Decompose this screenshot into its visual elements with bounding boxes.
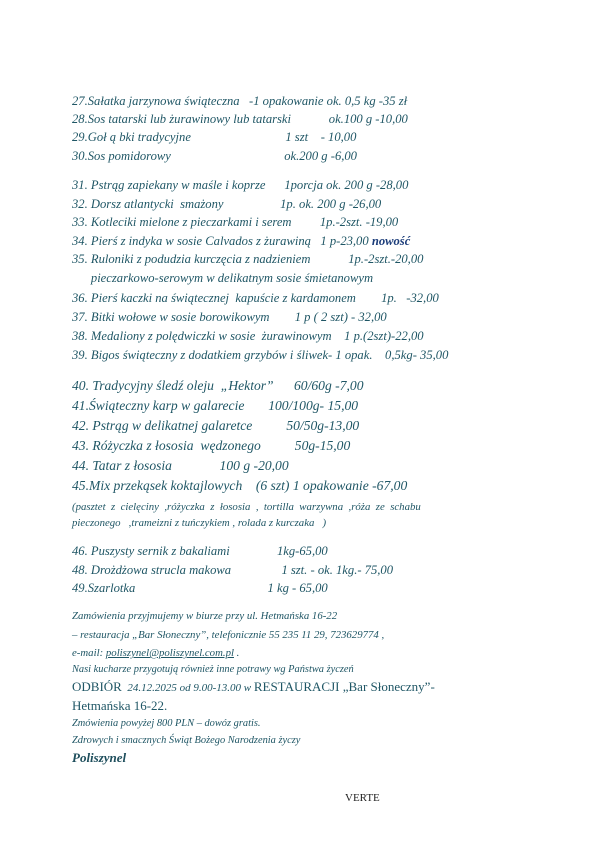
orders-info: Zamówienia przyjmujemy w biurze przy ul. Hetmańska 16-22 <box>72 610 338 622</box>
novelty-badge: nowość <box>371 234 411 248</box>
pickup-label: ODBIÓR <box>72 679 122 694</box>
menu-item-33: 33. Kotleciki mielone z pieczarkami i serem 1p.-2szt. -19,00 <box>72 215 399 229</box>
menu-item-32: 32. Dorsz atlantycki smażony 1p. ok. 200 g -26,00 <box>72 197 382 211</box>
verte-label: VERTE <box>345 792 380 804</box>
menu-item-34 <box>72 233 410 249</box>
wishes-line: Zdrowych i smacznych Świąt Bożego Narodzenia życzy <box>72 735 301 746</box>
menu-item-45-details-continued: pieczonego ,trameizni z tuńczykiem , rolada z kurczaka ) <box>72 517 327 529</box>
email-link[interactable]: poliszynel@poliszynel.com.pl <box>105 647 234 659</box>
menu-item-29: 29.Goł ą bki tradycyjne 1 szt - 10,00 <box>72 130 357 144</box>
menu-item-41: 41.Świąteczny karp w galarecie 100/100g- 15,00 <box>72 398 359 413</box>
menu-item-38: 38. Medaliony z polędwiczki w sosie żurawinowym 1 p.(2szt)-22,00 <box>72 329 424 343</box>
menu-item-40: 40. Tradycyjny śledź oleju „Hektor” 60/60g -7,00 <box>72 378 364 393</box>
pickup-line <box>72 679 435 696</box>
email-line <box>72 645 239 661</box>
menu-item-45: 45.Mix przekąsek koktajlowych (6 szt) 1 opakowanie -67,00 <box>72 478 408 493</box>
chefs-note: Nasi kucharze przygotują również inne potrawy wg Państwa życzeń <box>72 664 354 675</box>
menu-item-35: 35. Ruloniki z podudzia kurczęcia z nadzieniem 1p.-2szt.-20,00 <box>72 252 424 266</box>
email-label: e-mail: <box>72 647 106 659</box>
pickup-place: RESTAURACJI „Bar Słoneczny”- <box>253 679 435 694</box>
menu-item-46: 46. Puszysty sernik z bakaliami 1kg-65,00 <box>72 544 328 558</box>
menu-item-34-text: 34. Pierś z indyka w sosie Calvados z żurawiną 1 p-23,00 <box>72 234 372 248</box>
menu-item-30: 30.Sos pomidorowy ok.200 g -6,00 <box>72 149 357 163</box>
menu-item-31: 31. Pstrąg zapiekany w maśle i koprze 1porcja ok. 200 g -28,00 <box>72 178 409 192</box>
menu-item-48: 48. Drożdżowa strucla makowa 1 szt. - ok. 1kg.- 75,00 <box>72 563 394 577</box>
delivery-note: Zmówienia powyżej 800 PLN – dowóz gratis. <box>72 718 261 729</box>
signature: Poliszynel <box>72 750 127 765</box>
menu-item-39: 39. Bigos świąteczny z dodatkiem grzybów i śliwek- 1 opak. 0,5kg- 35,00 <box>72 348 449 362</box>
menu-item-44: 44. Tatar z łososia 100 g -20,00 <box>72 458 289 473</box>
menu-item-36: 36. Pierś kaczki na świątecznej kapuście z kardamonem 1p. -32,00 <box>72 291 439 305</box>
menu-item-27: 27.Sałatka jarzynowa świąteczna -1 opakowanie ok. 0,5 kg -35 zł <box>72 94 408 108</box>
email-suffix: . <box>233 647 240 659</box>
menu-item-49: 49.Szarlotka 1 kg - 65,00 <box>72 581 328 595</box>
menu-item-42: 42. Pstrąg w delikatnej galaretce 50/50g-13,00 <box>72 418 360 433</box>
pickup-date: 24.12.2025 od 9.00-13.00 w <box>121 682 254 694</box>
menu-item-35-continued: pieczarkowo-serowym w delikatnym sosie śmietanowym <box>72 271 374 285</box>
restaurant-contact: – restauracja „Bar Słoneczny”, telefonicznie 55 235 11 29, 723629774 , <box>72 629 385 641</box>
pickup-address: Hetmańska 16-22. <box>72 698 168 713</box>
menu-item-43: 43. Różyczka z łososia wędzonego 50g-15,00 <box>72 438 351 453</box>
menu-item-37: 37. Bitki wołowe w sosie borowikowym 1 p ( 2 szt) - 32,00 <box>72 310 387 324</box>
menu-item-28: 28.Sos tatarski lub żurawinowy lub tatarski ok.100 g -10,00 <box>72 112 408 126</box>
menu-item-45-details: (pasztet z cielęciny ,różyczka z łososia , tortilla warzywna ,róża ze schabu <box>72 501 421 513</box>
